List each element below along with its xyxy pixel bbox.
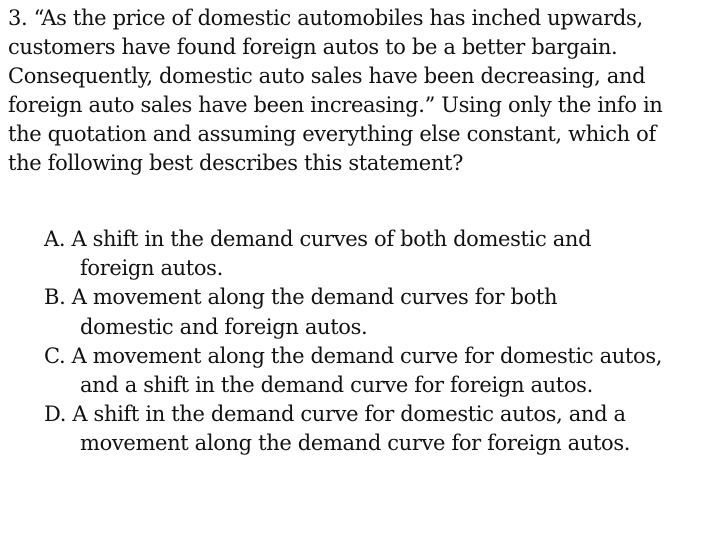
- question-line: the following best describes this statement?: [8, 151, 464, 175]
- question-line: 3. “As the price of domestic automobiles has inched upwards,: [8, 6, 643, 30]
- option-d: [44, 400, 714, 458]
- option-a-line-1: A. A shift in the demand curves of both domestic and: [44, 227, 592, 251]
- answer-options: [44, 225, 714, 459]
- question-line: the quotation and assuming everything else constant, which of: [8, 122, 656, 146]
- question-line: customers have found foreign autos to be a better bargain.: [8, 35, 618, 59]
- option-d-line-1: D. A shift in the demand curve for domestic autos, and a: [44, 402, 626, 427]
- option-b-line-1: B. A movement along the demand curves for both: [44, 285, 558, 310]
- question-line: foreign auto sales have been increasing.” Using only the info in: [8, 93, 663, 117]
- option-b: [44, 283, 714, 341]
- question-line: Consequently, domestic auto sales have been decreasing, and: [8, 64, 646, 88]
- option-d-line-2: movement along the demand curve for foreign autos.: [80, 431, 631, 456]
- option-c-line-2: and a shift in the demand curve for foreign autos.: [80, 373, 593, 398]
- option-a: [44, 225, 714, 283]
- option-c-line-1: C. A movement along the demand curve for domestic autos,: [44, 343, 663, 368]
- option-a-line-2: foreign autos.: [80, 256, 223, 281]
- option-c: [44, 342, 714, 400]
- question-text: [8, 4, 712, 178]
- option-b-line-2: domestic and foreign autos.: [80, 314, 368, 339]
